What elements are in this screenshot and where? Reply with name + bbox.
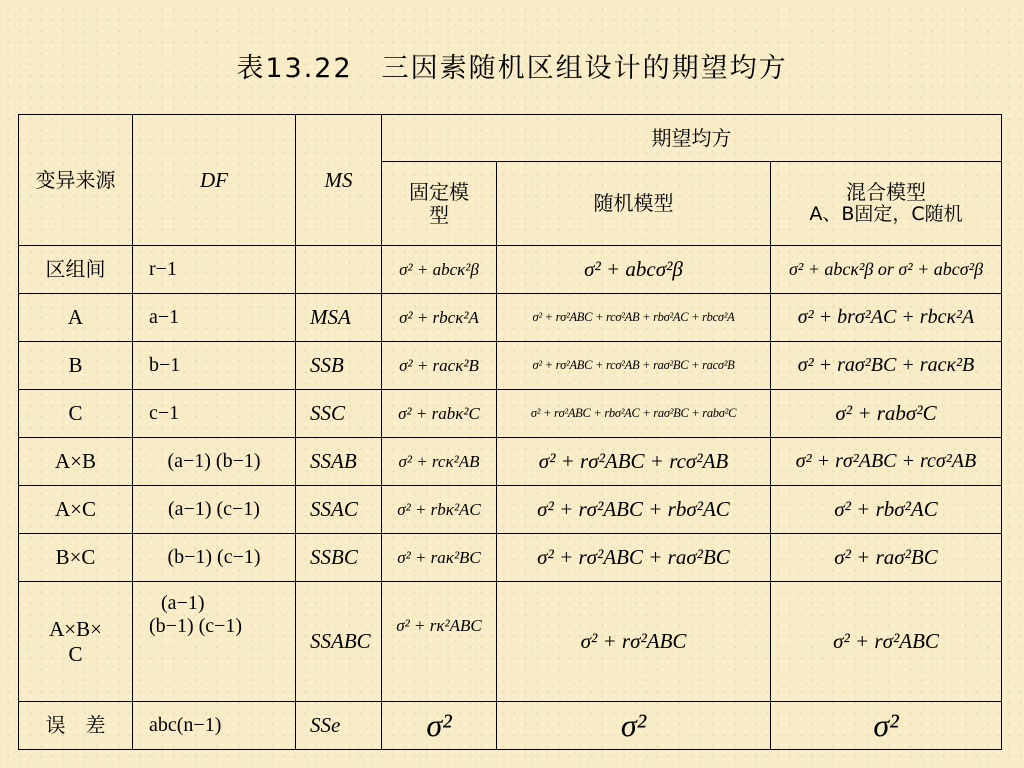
table-row [19, 438, 1002, 486]
mixed-ems-cell: σ² + rabσ²C [771, 390, 1002, 438]
source-cell: B [19, 342, 133, 390]
ms-cell: SSBC [296, 534, 382, 582]
mixed-model-title: 混合模型 [846, 180, 926, 205]
source-cell: 区组间 [19, 246, 133, 294]
source-line-1: A×B× [49, 617, 102, 642]
df-cell: (a−1) (c−1) [133, 486, 296, 534]
ms-cell: SSe [296, 702, 382, 750]
random-ems-cell: σ² + rσ²ABC + raσ²BC [497, 534, 771, 582]
source-cell [19, 582, 133, 702]
page-title: 表13.22 三因素随机区组设计的期望均方 [236, 53, 788, 84]
random-ems-cell: σ² + rσ²ABC + rcσ²AB + rbσ²AC + rbcσ²A [497, 294, 771, 342]
fixed-ems-cell: σ² + rbcκ²A [382, 294, 497, 342]
df-cell: (a−1) (b−1) [133, 438, 296, 486]
col-header-ems: 期望均方 [382, 115, 1002, 162]
mixed-ems-cell: σ² + rσ²ABC + rcσ²AB [771, 438, 1002, 486]
source-cell: 误 差 [19, 702, 133, 750]
source-line-2: C [68, 641, 83, 666]
ems-table [18, 114, 1002, 750]
fixed-ems-cell: σ² + rabκ²C [382, 390, 497, 438]
mixed-ems-cell: σ² [771, 702, 1002, 750]
source-cell: B×C [19, 534, 133, 582]
source-cell: C [19, 390, 133, 438]
ms-cell: SSAC [296, 486, 382, 534]
mixed-ems-cell: σ² + abcκ²β or σ² + abcσ²β [771, 246, 1002, 294]
fixed-ems-cell: σ² [382, 702, 497, 750]
fixed-ems-cell: σ² + racκ²B [382, 342, 497, 390]
df-cell: (b−1) (c−1) [133, 534, 296, 582]
table-row [19, 342, 1002, 390]
df-cell: abc(n−1) [133, 702, 296, 750]
ms-cell: MSA [296, 294, 382, 342]
mixed-ems-cell: σ² + raσ²BC + racκ²B [771, 342, 1002, 390]
mixed-model-subtitle: A、B固定，C随机 [809, 203, 963, 226]
source-cell: A×C [19, 486, 133, 534]
table-row [19, 390, 1002, 438]
mixed-ems-cell: σ² + rσ²ABC [771, 582, 1002, 702]
df-cell: a−1 [133, 294, 296, 342]
mixed-ems-cell: σ² + raσ²BC [771, 534, 1002, 582]
header-row-1 [19, 115, 1002, 162]
df-cell: b−1 [133, 342, 296, 390]
random-ems-cell: σ² + rσ²ABC + rbσ²AC + raσ²BC + rabσ²C [497, 390, 771, 438]
source-cell: A [19, 294, 133, 342]
df-line-2: (b−1) (c−1) [149, 615, 243, 637]
fixed-ems-cell: σ² + rκ²ABC [382, 582, 497, 702]
col-header-fixed-model: 固定模型 [382, 162, 497, 246]
fixed-ems-cell: σ² + rbκ²AC [382, 486, 497, 534]
fixed-ems-cell: σ² + abcκ²β [382, 246, 497, 294]
col-header-df: DF [133, 115, 296, 246]
mixed-ems-cell: σ² + brσ²AC + rbcκ²A [771, 294, 1002, 342]
source-cell: A×B [19, 438, 133, 486]
df-cell: r−1 [133, 246, 296, 294]
table-row [19, 294, 1002, 342]
table-row [19, 486, 1002, 534]
random-ems-cell: σ² + rσ²ABC [497, 582, 771, 702]
random-ems-cell: σ² + rσ²ABC + rcσ²AB + raσ²BC + racσ²B [497, 342, 771, 390]
table-row [19, 534, 1002, 582]
fixed-ems-cell: σ² + raκ²BC [382, 534, 497, 582]
col-header-mixed-model [771, 162, 1002, 246]
ms-cell: SSC [296, 390, 382, 438]
table-row [19, 246, 1002, 294]
table-row [19, 582, 1002, 702]
col-header-source: 变异来源 [19, 115, 133, 246]
col-header-random-model: 随机模型 [497, 162, 771, 246]
random-ems-cell: σ² [497, 702, 771, 750]
random-ems-cell: σ² + abcσ²β [497, 246, 771, 294]
ms-cell [296, 246, 382, 294]
df-cell [133, 582, 296, 702]
ms-cell: SSAB [296, 438, 382, 486]
random-ems-cell: σ² + rσ²ABC + rbσ²AC [497, 486, 771, 534]
ms-cell: SSB [296, 342, 382, 390]
ms-cell: SSABC [296, 582, 382, 702]
table-row [19, 702, 1002, 750]
mixed-ems-cell: σ² + rbσ²AC [771, 486, 1002, 534]
df-line-1: (a−1) [161, 592, 205, 614]
df-cell: c−1 [133, 390, 296, 438]
fixed-ems-cell: σ² + rcκ²AB [382, 438, 497, 486]
col-header-ms: MS [296, 115, 382, 246]
random-ems-cell: σ² + rσ²ABC + rcσ²AB [497, 438, 771, 486]
